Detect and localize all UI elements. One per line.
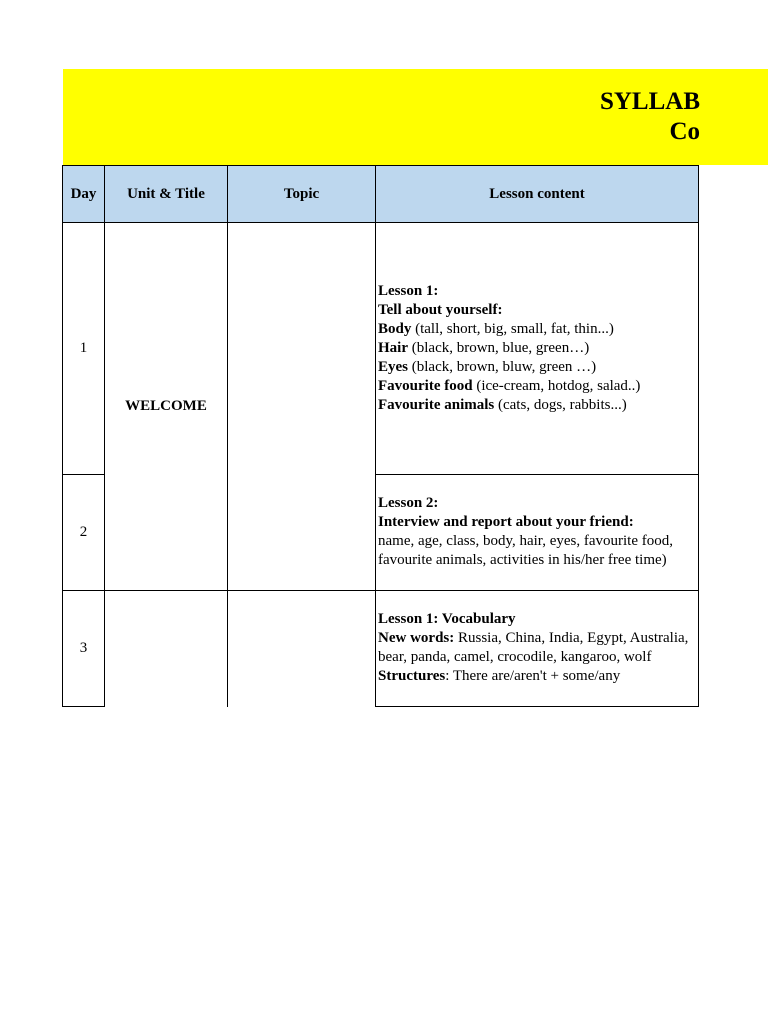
header-topic: Topic: [227, 165, 376, 223]
day-cell-2: 2: [62, 474, 105, 591]
lesson-heading: Lesson 1:: [378, 282, 439, 299]
lesson-body: name, age, class, body, hair, eyes, favourite food, favourite animals, activities in his/her free time): [378, 533, 673, 568]
item-label: Favourite food: [378, 377, 473, 394]
lesson-heading: Lesson 2:: [378, 495, 439, 511]
topic-cell-welcome: [227, 222, 376, 591]
topic-cell-3: [228, 590, 375, 707]
lesson-content-day-2: [375, 474, 699, 591]
item-label: Favourite animals: [378, 396, 495, 413]
lesson-item-hair: [378, 339, 695, 358]
title-line-2: Co: [669, 118, 700, 145]
lesson-structures: [378, 667, 695, 686]
day-cell-1: 1: [62, 222, 105, 475]
lesson-item-body: [378, 320, 695, 339]
header-lesson-content: Lesson content: [375, 165, 699, 223]
new-words-text: Russia, China, India, Egypt, Australia, bear, panda, camel, crocodile, kangaroo, wolf: [378, 630, 689, 665]
lesson-content-day-1: [375, 222, 699, 475]
header-day: Day: [62, 165, 105, 223]
unit-title-welcome: WELCOME: [104, 222, 228, 591]
item-text: (cats, dogs, rabbits...): [494, 396, 627, 413]
lesson-new-words: [378, 629, 695, 667]
item-text: (black, brown, bluw, green …): [408, 358, 597, 375]
lesson-content-day-3: [375, 590, 699, 707]
item-label: Hair: [378, 339, 408, 356]
lesson-heading: Lesson 1: Vocabulary: [378, 611, 516, 627]
new-words-label: New words:: [378, 630, 455, 646]
item-text: (black, brown, blue, green…): [408, 339, 590, 356]
lesson-subheading: Interview and report about your friend:: [378, 514, 634, 530]
header-unit-title: Unit & Title: [104, 165, 228, 223]
syllabus-title: [420, 87, 700, 147]
lesson-item-eyes: [378, 358, 695, 377]
lesson-subheading: Tell about yourself:: [378, 301, 503, 318]
item-text: (ice-cream, hotdog, salad..): [472, 377, 641, 394]
lesson-item-favourite-food: [378, 377, 695, 396]
day-cell-3: 3: [62, 590, 105, 707]
item-text: (tall, short, big, small, fat, thin...): [411, 320, 614, 337]
structures-label: Structures: [378, 668, 446, 684]
lesson-item-favourite-animals: [378, 396, 695, 415]
item-label: Eyes: [378, 358, 408, 375]
unit-title-cell-3: [104, 590, 228, 707]
title-line-1: SYLLAB: [599, 88, 700, 115]
item-label: Body: [378, 320, 412, 337]
structures-text: : There are/aren't + some/any: [445, 668, 621, 684]
